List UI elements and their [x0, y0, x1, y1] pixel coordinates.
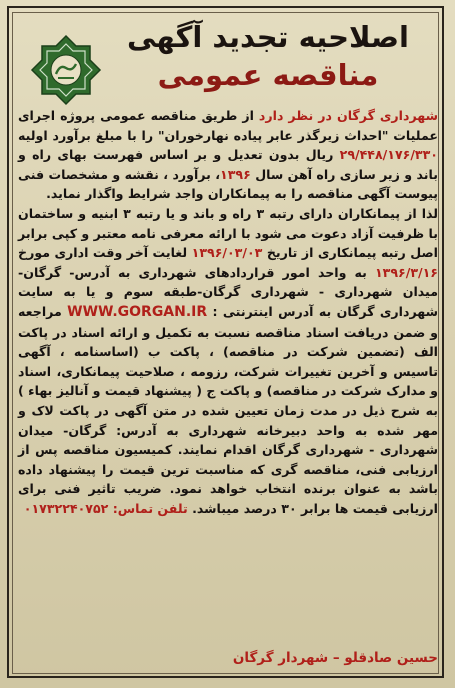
- price-list-year: ۱۳۹۶: [220, 166, 251, 182]
- municipality-emblem-icon: [30, 34, 102, 106]
- signature-line: حسین صادقلو – شهردار گرگان: [232, 650, 438, 666]
- lead-text: شهرداری گرگان در نظر دارد: [258, 108, 438, 123]
- estimate-amount: ۲۹/۴۴۸/۱۷۶/۳۳۰: [339, 147, 438, 163]
- paragraph-2-part-c: به واحد امور قراردادهای شهرداری به آدرس- گرگان- میدان شهرداری - شهرداری گرگان-طبقه سوم و یا به سایت شهرداری گرگان به آدرس اینترنتی :: [18, 264, 438, 319]
- paragraph-1-part-b: ریال بدون تعدیل و بر اساس فهرست بهای راه و باند و زیر سازی راه آهن سال: [18, 147, 438, 182]
- start-date: ۱۳۹۶/۰۳/۰۳: [191, 245, 263, 261]
- website-link[interactable]: WWW.GORGAN.IR: [67, 303, 208, 320]
- paragraph-2-part-d: مراجعه و ضمن دریافت اسناد مناقصه نسبت به تکمیل و ارائه اسناد در پاکت الف (تضمین شرکت در مناقصه) ، پاکت ب (اساسنامه ، آگهی تاسیس و آخرین تغییرات شرکت، رزومه ، صلاحیت پیمانکاری، اسناد و مدارک شرکت در مناقصه) و پاکت ج ( پیشنهاد قیمت و آنالیز بهاء ) به شرح ذیل در مدت زمان تعیین شده در متن آگهی در پاکت لاک و مهر شده به واحد دبیرخانه شهرداری به آدرس: گرگان- میدان شهرداری - شهرداری گرگان اقدام نمایند. کمیسیون مناقصه پس از ارزیابی فنی، مناقصه گری که مناسبت ترین قیمت را پیشنهاد داده باشد به عنوان برنده انتخاب خواهد نمود. ضریب تاثیر فنی برای ارزیابی قیمت ها برابر ۳۰ درصد میباشد.: [18, 303, 438, 516]
- phone-label: تلفن تماس:: [108, 500, 188, 516]
- paragraph-1-part-c: ، برآورد ، نقشه و مشخصات فنی پیوست آگهی مناقصه را به پیمانکاران واجد شرایط واگذار نماید.: [18, 166, 438, 202]
- phone-number: ۰۱۷۳۲۲۴۰۷۵۲: [23, 500, 109, 516]
- notice-title: [98, 18, 438, 94]
- notice-body: [18, 106, 438, 518]
- title-line-2: مناقصه عمومی: [157, 58, 379, 92]
- paragraph-2-part-b: لغایت آخر وقت اداری مورخ: [18, 245, 192, 261]
- end-date: ۱۳۹۶/۳/۱۶: [374, 264, 438, 280]
- paragraph-1-part-a: از طریق مناقصه عمومی پروژه اجرای عملیات "احداث زیرگذر عابر پیاده نهارخوران" را با مبلغ برآورد اولیه: [18, 108, 438, 143]
- paragraph-2-part-a: لذا از پیمانکاران دارای رتبه ۳ راه و باند و یا رتبه ۳ ابنیه و ساختمان با ظرفیت آزاد دعوت می شود با ارائه معرفی نامه معتبر و کپی برابر اصل رتبه پیمانکاری از تاریخ: [18, 205, 439, 261]
- title-line-1: اصلاحیه تجدید آگهی: [127, 20, 409, 54]
